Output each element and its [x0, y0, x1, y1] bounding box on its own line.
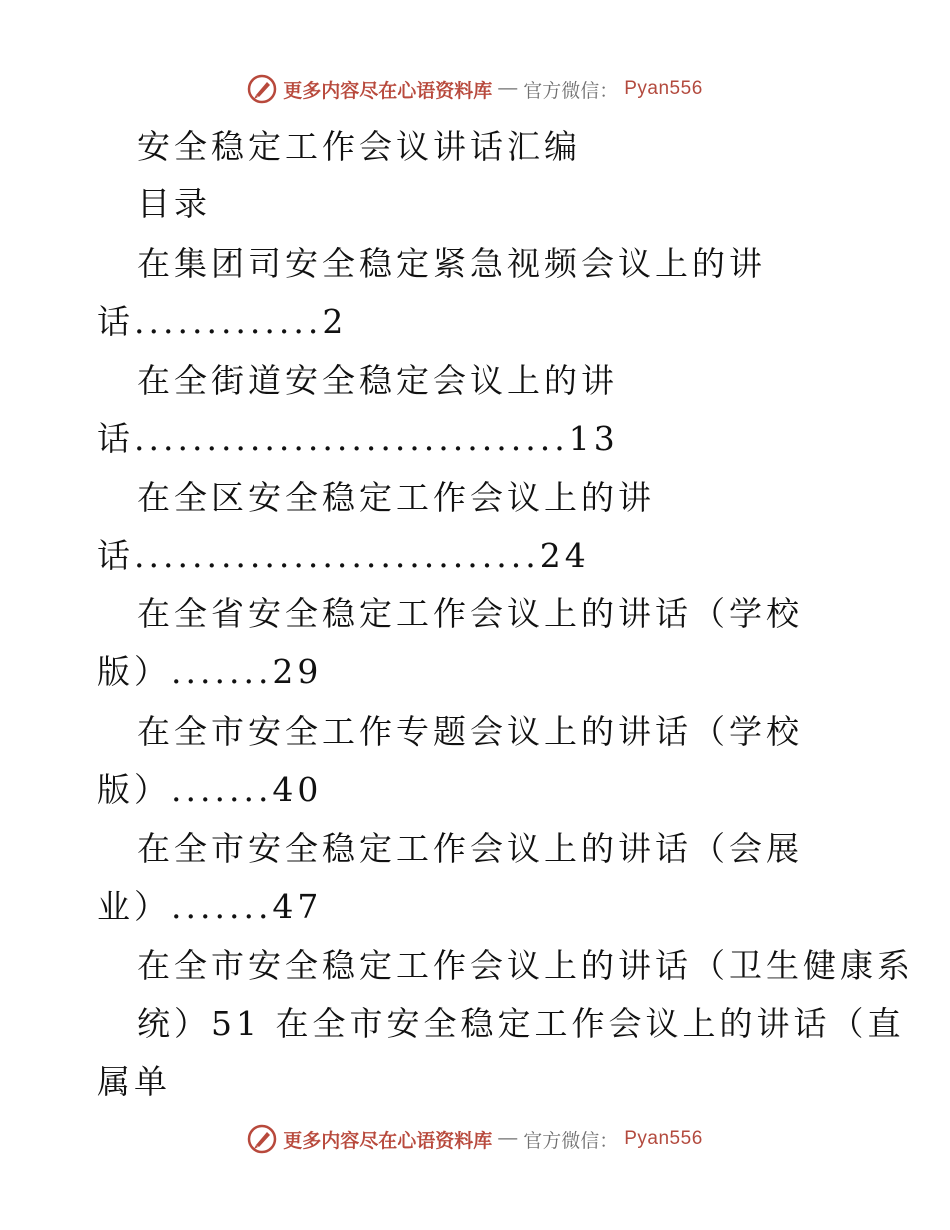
toc-heading: 目录: [137, 184, 211, 223]
header-watermark: [0, 74, 950, 104]
toc-entry-3-line1: 在全区安全稳定工作会议上的讲: [137, 478, 655, 517]
toc-entry-6-line1: 在全市安全稳定工作会议上的讲话（会展: [137, 829, 803, 868]
watermark-main-text: 更多内容尽在心语资料库: [283, 80, 493, 102]
watermark-label: 官方微信：: [523, 80, 619, 102]
toc-entry-3-line2: 话............................24: [97, 536, 590, 575]
toc-entry-7-line1: 在全市安全稳定工作会议上的讲话（卫生健康系: [137, 946, 914, 985]
toc-entry-2-line1: 在全街道安全稳定会议上的讲: [137, 361, 618, 400]
toc-entry-5-line1: 在全市安全工作专题会议上的讲话（学校: [137, 712, 803, 751]
toc-entry-4-line1: 在全省安全稳定工作会议上的讲话（学校: [137, 594, 803, 633]
document-title: 安全稳定工作会议讲话汇编: [137, 127, 581, 166]
toc-entry-6-line2: 业）.......47: [97, 887, 323, 926]
toc-entry-1-line2: 话.............2: [97, 302, 348, 341]
watermark-wechat-id: Pyan556: [624, 78, 703, 99]
watermark-wechat-id: Pyan556: [624, 1128, 703, 1149]
footer-watermark: [0, 1124, 950, 1154]
watermark-label: 官方微信：: [523, 1130, 619, 1152]
watermark-separator: —: [498, 78, 518, 99]
toc-entry-4-line2: 版）.......29: [97, 652, 323, 691]
toc-entry-2-line2: 话..............................13: [97, 419, 619, 458]
toc-entry-7-line2: 统）51 在全市安全稳定工作会议上的讲话（直: [137, 1004, 905, 1043]
watermark-separator: —: [498, 1128, 518, 1149]
toc-entry-7-line3: 属单: [97, 1062, 171, 1101]
pen-logo-icon: [247, 74, 277, 104]
watermark-main-text: 更多内容尽在心语资料库: [283, 1130, 493, 1152]
toc-entry-5-line2: 版）.......40: [97, 770, 323, 809]
pen-logo-icon: [247, 1124, 277, 1154]
toc-entry-1-line1: 在集团司安全稳定紧急视频会议上的讲: [137, 244, 766, 283]
